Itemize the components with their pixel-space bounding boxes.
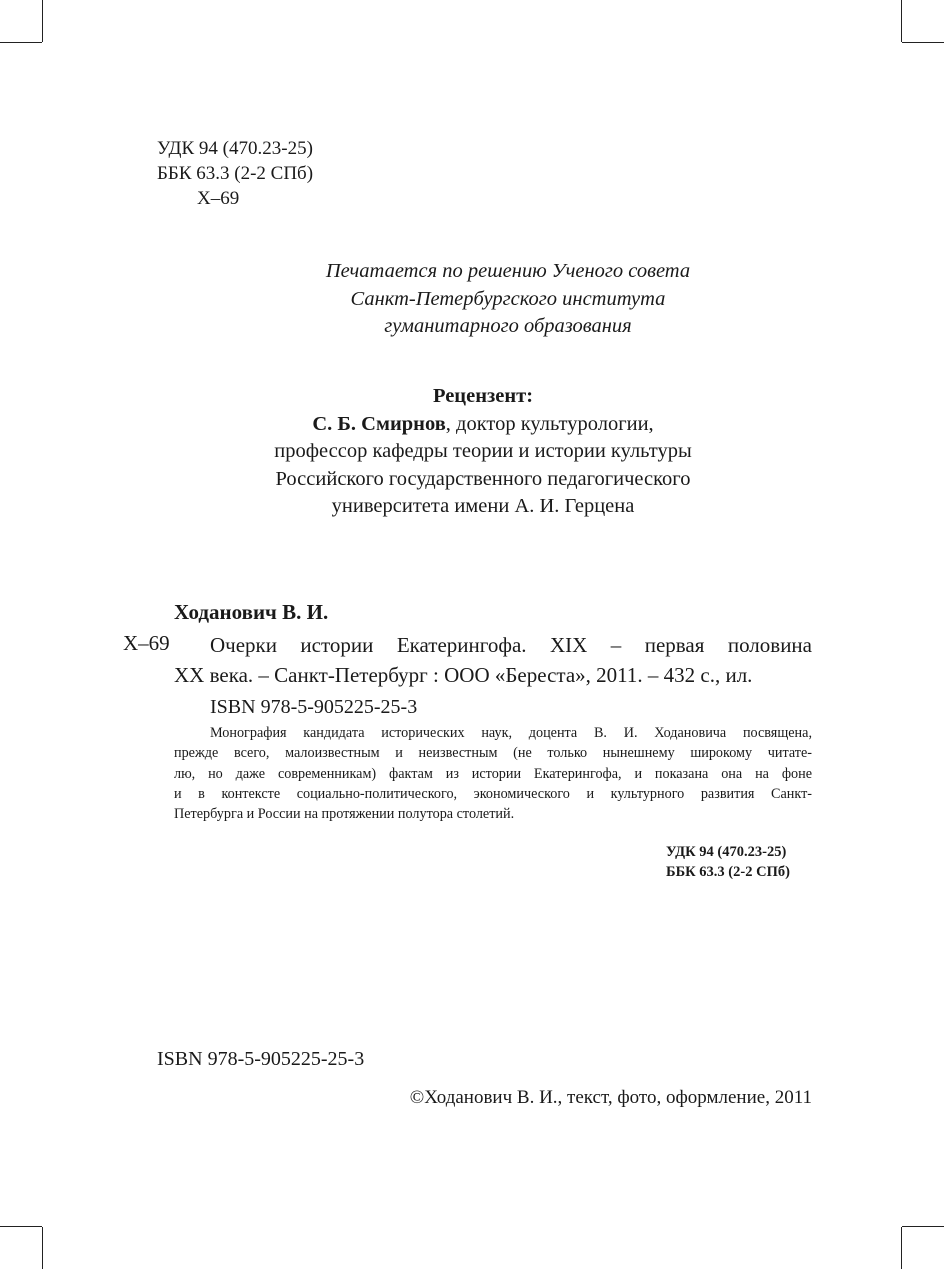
- abstract-line: Петербурга и России на протяжении полутора столетий.: [174, 806, 515, 823]
- book-isbn: ISBN 978-5-905225-25-3: [210, 696, 418, 718]
- publication-decision: [0, 258, 944, 341]
- crop-mark-bottom-left-horizontal: [0, 1226, 42, 1227]
- abstract-line: прежде всего, малоизвестным и неизвестным (не только нынешнему широкому читате-: [174, 745, 812, 762]
- decision-line: Печатается по решению Ученого совета: [325, 260, 691, 282]
- crop-mark-top-left-horizontal: [0, 42, 42, 43]
- crop-mark-top-left-vertical: [42, 0, 43, 42]
- book-code: Х–69: [123, 631, 170, 655]
- reviewer-block: [0, 383, 944, 521]
- book-author: Ходанович В. И.: [174, 600, 329, 624]
- crop-mark-top-right-horizontal: [902, 42, 944, 43]
- reviewer-line: [0, 411, 944, 439]
- reviewer-heading: Рецензент:: [432, 385, 534, 407]
- book-title-line: Очерки истории Екатерингофа. XIX – первая половина: [210, 633, 812, 657]
- decision-line: гуманитарного образования: [384, 315, 632, 337]
- crop-mark-top-right-vertical: [901, 0, 902, 42]
- classification-block: [157, 136, 313, 211]
- reviewer-degree: , доктор культурологии,: [445, 412, 654, 435]
- abstract-line: и в контексте социально-политического, экономического и культурного развития Санкт-: [174, 785, 812, 802]
- bbk-code: ББК 63.3 (2-2 СПб): [157, 163, 314, 184]
- reviewer-line: университета имени А. И. Герцена: [331, 495, 635, 517]
- book-title-line: XX века. – Санкт-Петербург : ООО «Береста», 2011. – 432 с., ил.: [174, 662, 753, 687]
- udk-code-bottom: УДК 94 (470.23-25): [666, 844, 787, 860]
- abstract: [174, 723, 812, 824]
- footer-isbn: ISBN 978-5-905225-25-3: [157, 1048, 365, 1070]
- reviewer-name: С. Б. Смирнов: [312, 412, 446, 435]
- abstract-line: Монография кандидата исторических наук, доцента В. И. Ходановича посвящена,: [210, 725, 812, 741]
- copyright: ©Ходанович В. И., текст, фото, оформление, 2011: [409, 1087, 812, 1108]
- crop-mark-bottom-right-vertical: [901, 1227, 902, 1269]
- bbk-code-bottom: ББК 63.3 (2-2 СПб): [666, 864, 790, 880]
- crop-mark-bottom-right-horizontal: [902, 1226, 944, 1227]
- reviewer-line: Российского государственного педагогического: [275, 467, 691, 490]
- classification-block-bottom: [666, 842, 790, 882]
- crop-mark-bottom-left-vertical: [42, 1227, 43, 1269]
- author-mark: Х–69: [197, 188, 240, 209]
- book-title: [174, 631, 812, 690]
- abstract-line: лю, но даже современникам) фактам из истории Екатерингофа, и показана она на фоне: [174, 765, 812, 782]
- reviewer-line: профессор кафедры теории и истории культуры: [274, 440, 692, 462]
- udk-code: УДК 94 (470.23-25): [157, 138, 313, 159]
- decision-line: Санкт-Петербургского института: [350, 287, 666, 310]
